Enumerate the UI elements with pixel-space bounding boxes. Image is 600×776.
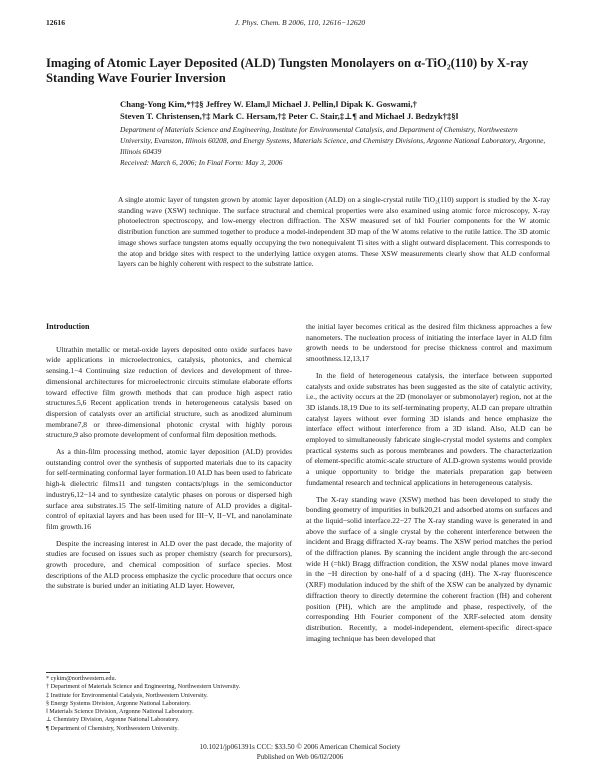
right-column [306, 322, 552, 650]
footnotes [46, 675, 292, 733]
paragraph: The X-ray standing wave (XSW) method has been developed to study the bonding geometry of impurities in bulk20,21 and adsorbed atoms on surfaces and at the liquid−solid interface.22−27 The X-ray standing wave is generated in and above the surface of a single crystal by the coherent interference between the incident and Bragg diffracted X-ray beams. The XSW period matches the period of the diffraction planes. By scanning the incident angle through the arc-second wide H (=hkl) Bragg diffraction condition, the XSW nodal planes move inward in the −H direction by one-half of a d spacing (dH). The X-ray fluorescence (XRF) modulation induced by the shift of the XSW can be analyzed by dynamic diffraction theory to directly determine the coherent fraction (fH) and coherent position (PH), which are the amplitude and phase, respectively, of the corresponding Hth Fourier component of the XRF-selected atom density distribution. Recently, a model-independent, element-specific direct-space imaging technique has been developed that [306, 494, 552, 643]
author-line-1: Chang-Yong Kim,*†‡§ Jeffrey W. Elam,‖ Michael J. Pellin,‖ Dipak K. Goswami,† [120, 99, 417, 109]
author-list [120, 98, 550, 122]
paragraph: Despite the increasing interest in ALD over the past decade, the majority of studies are focused on issues such as proper chemistry (search for precursors), growth procedure, and chemical composition of surface species. Most descriptions of the ALD process emphasize the cyclic procedure that occurs once the substrate is buried under an initiating ALD layer. However, [46, 538, 292, 591]
paragraph: In the field of heterogeneous catalysis, the interface between supported catalysts and oxide substrates has been suggested as the site of catalytic activity, i.e., the activity occurs at the 2D (monolayer or submonolayer) region, not at the 3D islands.18,19 Due to its self-terminating property, ALD can prepare ultrathin catalyst layers without ever forming 3D islands and hence emphasize the interface effect without interference from a 3D island. Also, ALD can be employed to simultaneously fabricate single-crystal model systems and complex practical systems such as porous membranes and powders. The characterization of element-specific atomic-scale structure of ALD-grown systems would provide a unique opportunity to bridge the materials preparation gap between fundamental research and technical applications in heterogeneous catalysis. [306, 370, 552, 487]
journal-citation: J. Phys. Chem. B 2006, 110, 12616−12620 [234, 18, 366, 27]
published-date: Published on Web 06/02/2006 [256, 752, 344, 761]
section-heading-introduction: Introduction [46, 322, 90, 331]
footnote: ‖ Materials Science Division, Argonne National Laboratory. [46, 708, 194, 716]
paragraph: Ultrathin metallic or metal-oxide layers deposited onto oxide surfaces have wide applications in microelectronics, catalysis, photonics, and chemical sensing.1−4 Continuing size reduction of devices and development of three-dimensional architectures for microelectronic circuits stimulate elaborate efforts toward effective film growth methods that can produce high aspect ratio structures.5,6 Recent application trends in heterogeneous catalysis based on dispersion of catalysts over an artificial structure, such as anodized aluminum membrane7,8 or three-dimensional photonic crystal with highly porous structure,9 also promote development of conformal film deposition methods. [46, 344, 292, 440]
page-number: 12616 [46, 18, 65, 27]
footnote: § Energy Systems Division, Argonne National Laboratory. [46, 699, 191, 707]
left-column [46, 322, 292, 598]
abstract: A single atomic layer of tungsten grown by atomic layer deposition (ALD) on a single-crystal rutile TiO₂(110) support is studied by the X-ray standing wave (XSW) technique. The surface structural and chemical properties were also examined using atomic force microscopy, X-ray photoelectron spectroscopy, and low-energy electron diffraction. The XSW measured set of hkl Fourier components for the W atomic distribution function are summed together to produce a model-independent 3D map of the W atoms relative to the rutile lattice. The 3D atomic image shows surface tungsten atoms equally occupying the two nonequivalent Ti sites with a slight outward displacement. This corresponds to the atop and bridge sites with respect to the underlying lattice oxygen atoms. These XSW measurements clearly show that ALD conformal layers can be highly coherent with respect to the substrate lattice. [118, 195, 550, 269]
footnote: † Department of Materials Science and Engineering, Northwestern University. [46, 683, 241, 691]
author-line-2: Steven T. Christensen,†‡ Mark C. Hersam,†‡ Peter C. Stair,‡⊥¶ and Michael J. Bedzyk†‡§‖ [120, 111, 459, 121]
footnote: ‡ Institute for Environmental Catalysis, Northwestern University. [46, 691, 208, 699]
footnote: ¶ Department of Chemistry, Northwestern University. [46, 724, 179, 732]
footnote: ⊥ Chemistry Division, Argonne National Laboratory. [46, 716, 180, 724]
affiliation: Department of Materials Science and Engineering, Institute for Environmental Catalysis, and Department of Chemistry, Northwestern University, Evanston, Illinois 60208, and Energy Systems, Materials Science, and Chemistry Divisions, Argonne National Laboratory, Argonne, Illinois 60439 [120, 125, 546, 156]
paragraph: the initial layer becomes critical as the desired film thickness approaches a few nanometers. The nucleation process of initiating the interface layer in ALD film growth needs to be understood for precise thickness control and maximum smoothness.12,13,17 [306, 322, 552, 364]
doi-line: 10.1021/jp061391s CCC: $33.50 © 2006 American Chemical Society [199, 743, 401, 751]
footnote-email[interactable]: * cykim@northwestern.edu. [46, 675, 117, 682]
received-dates: Received: March 6, 2006; In Final Form: May 3, 2006 [120, 158, 283, 167]
publication-footer [0, 743, 600, 762]
footnote-divider [46, 672, 110, 673]
paragraph: As a thin-film processing method, atomic layer deposition (ALD) provides outstanding control over the synthesis of supported materials due to its capacity for self-terminating conformal layer formation.10 ALD has been used to fabricate high-k dielectric films11 and tungsten contacts/plugs in the semiconductor industry6,12−14 and to synthesize catalytic phases on porous or dispersed high surface area substrates.15 The self-limiting nature of ALD provides a digital-control of epitaxial layers and has been used for III−V, II−VI, and nanolaminate film growth.16 [46, 447, 292, 531]
paper-title: Imaging of Atomic Layer Deposited (ALD) Tungsten Monolayers on α-TiO₂(110) by X-ray Standing Wave Fourier Inversion [46, 56, 529, 85]
